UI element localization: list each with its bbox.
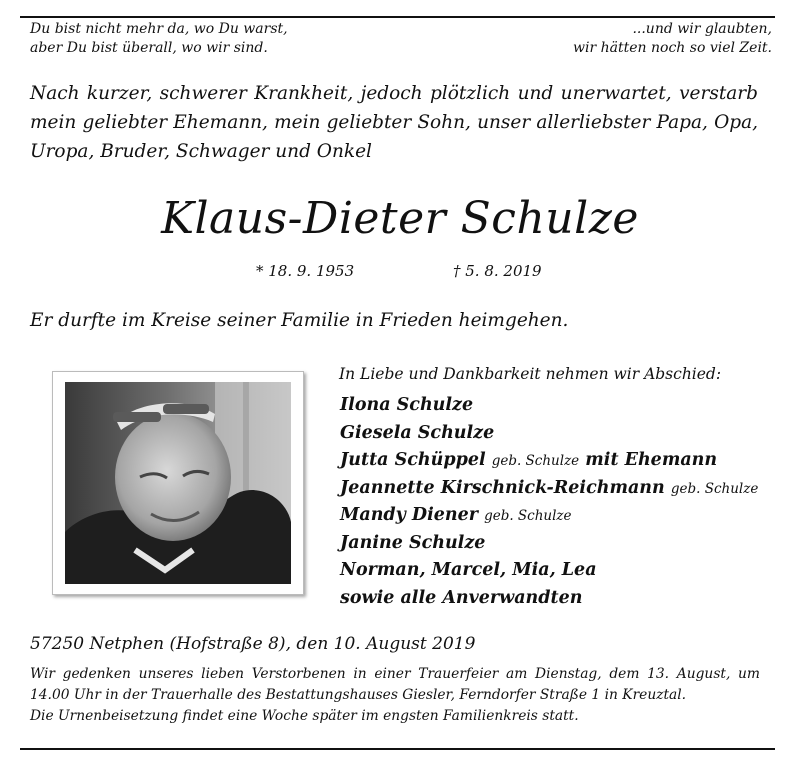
quote-right-line: wir hätten noch so viel Zeit. — [573, 40, 772, 56]
intro-line: Uropa, Bruder, Schwager und Onkel — [30, 141, 372, 162]
intro-text — [30, 79, 758, 166]
mourner-birth-name: geb. Schulze — [491, 453, 580, 469]
mourner-name: Ilona Schulze — [340, 395, 474, 415]
quote-left-line: aber Du bist überall, wo wir sind. — [30, 40, 268, 56]
farewell-text: In Liebe und Dankbarkeit nehmen wir Abschied: — [339, 365, 722, 383]
quote-left — [30, 20, 288, 58]
mourner-name: Jutta Schüppel — [340, 450, 486, 470]
closing-line: Wir gedenken unseres lieben Verstorbenen in einer Trauerfeier am Dienstag, dem 13. August, um — [30, 666, 760, 682]
mourner-entry — [340, 530, 758, 558]
mourner-name: Norman, Marcel, Mia, Lea — [340, 560, 597, 580]
mourner-entry — [340, 420, 758, 448]
mourner-entry — [340, 392, 758, 420]
mourner-name: Jeannette Kirschnick-Reichmann — [340, 477, 665, 498]
place-date: 57250 Netphen (Hofstraße 8), den 10. August 2019 — [30, 634, 476, 654]
mourner-extra: mit Ehemann — [585, 450, 718, 470]
mourner-entry — [340, 585, 758, 613]
mourner-entry — [340, 447, 758, 475]
portrait-image — [65, 382, 291, 584]
mourner-entry — [340, 475, 758, 503]
intro-line: mein geliebter Ehemann, mein geliebter Sohn, unser allerliebster Papa, Opa, — [30, 112, 758, 133]
portrait-photo — [52, 371, 304, 595]
quote-right — [573, 20, 772, 58]
mourner-birth-name: geb. Schulze — [484, 508, 572, 524]
birth-date: * 18. 9. 1953 — [256, 262, 355, 280]
mourner-name: Mandy Diener — [340, 505, 478, 525]
mourner-birth-name: geb. Schulze — [670, 480, 759, 497]
closing-line: 14.00 Uhr in der Trauerhalle des Bestattungshauses Giesler, Ferndorfer Straße 1 in Kreuztal. — [30, 687, 687, 703]
mourners-list — [340, 392, 758, 612]
mourner-entry — [340, 557, 758, 585]
quote-left-line: Du bist nicht mehr da, wo Du warst, — [30, 21, 288, 37]
closing-text — [30, 664, 760, 727]
death-date: † 5. 8. 2019 — [453, 262, 542, 280]
quote-right-line: ...und wir glaubten, — [632, 21, 772, 37]
intro-line: Nach kurzer, schwerer Krankheit, jedoch plötzlich und unerwartet, verstarb — [30, 83, 758, 104]
mourner-name: sowie alle Anverwandten — [340, 587, 583, 608]
peaceful-text: Er durfte im Kreise seiner Familie in Frieden heimgehen. — [30, 310, 569, 331]
closing-line: Die Urnenbeisetzung findet eine Woche später im engsten Familienkreis statt. — [30, 708, 579, 724]
mourner-name: Janine Schulze — [340, 532, 486, 553]
deceased-name: Klaus-Dieter Schulze — [161, 193, 639, 244]
mourner-entry — [340, 502, 758, 530]
mourner-name: Giesela Schulze — [340, 422, 495, 443]
